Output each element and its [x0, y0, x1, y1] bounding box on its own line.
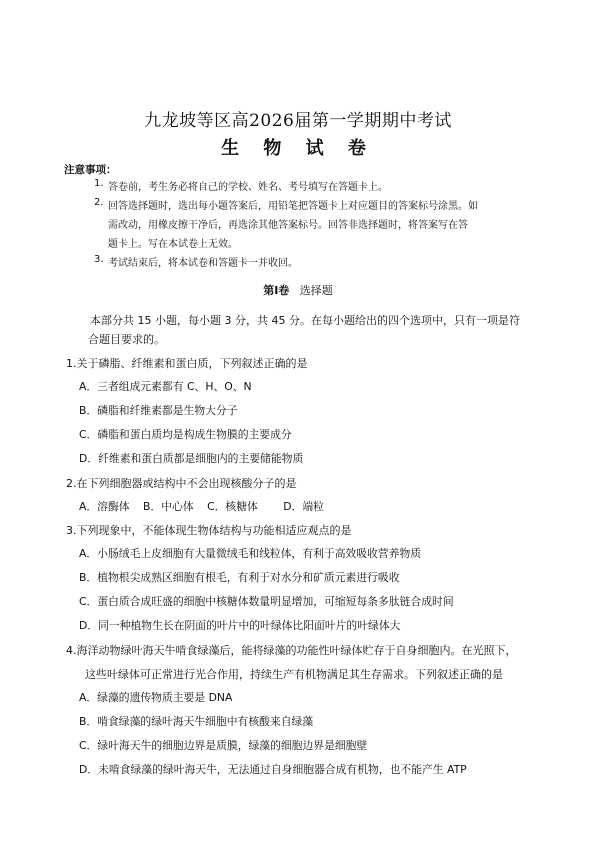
option-d: D．纤维素和蛋白质都是细胞内的主要储能物质 [79, 452, 304, 465]
option-d: D．同一种植物生长在阴面的叶片中的叶绿体比阳面叶片的叶绿体大 [79, 619, 401, 632]
option-c: C．核糖体 [207, 500, 258, 513]
section-heading [0, 282, 596, 298]
option-a: A．三者组成元素都有 C、H、O、N [79, 380, 252, 393]
notice-item-text: 需改动，用橡皮擦干净后，再选涂其他答案标号。回答非选择题时，将答案写在答 [108, 220, 468, 231]
section-name: 选择题 [299, 284, 333, 297]
option-b: B．啃食绿藻的绿叶海天牛细胞中有核酸来自绿藻 [79, 715, 314, 728]
section-intro [90, 311, 530, 349]
section-label: 第Ⅰ卷 [263, 284, 290, 297]
notice-item-text: 答卷前，考生务必将自己的学校、姓名、考号填写在答题卡上。 [108, 182, 388, 193]
notice-item-number: 2. [94, 197, 104, 208]
exam-title: 九龙坡等区高2026届第一学期期中考试 [144, 111, 452, 131]
option-d: D．未啃食绿藻的绿叶海天牛，无法通过自身细胞器合成有机物，也不能产生 ATP [79, 763, 467, 776]
question-stem: 3.下列现象中，不能体现生物体结构与功能相适应观点的是 [66, 524, 352, 537]
exam-subject: 生 物 试 卷 [221, 138, 375, 159]
notice-heading: 注意事项： [64, 164, 117, 176]
option-a: A．溶酶体 [79, 500, 130, 513]
question-stem: 1.关于磷脂、纤维素和蛋白质，下列叙述正确的是 [66, 357, 308, 370]
option-b: B．植物根尖成熟区细胞有根毛，有利于对水分和矿质元素进行吸收 [79, 571, 400, 584]
option-a: A．小肠绒毛上皮细胞有大量微绒毛和线粒体，有利于高效吸收营养物质 [79, 547, 422, 560]
option-b: B．中心体 [143, 500, 194, 513]
option-b: B．磷脂和纤维素都是生物大分子 [79, 404, 238, 417]
question-options-row [79, 499, 529, 514]
option-d: D．端粒 [283, 500, 324, 513]
option-a: A．绿藻的遗传物质主要是 DNA [79, 691, 233, 704]
question-stem: 4.海洋动物绿叶海天牛啃食绿藻后，能将绿藻的功能性叶绿体贮存于自身细胞内。在光照下， [66, 644, 517, 657]
option-c: C．磷脂和蛋白质均是构成生物膜的主要成分 [79, 428, 292, 441]
notice-item-text: 回答选择题时，选出每小题答案后，用铅笔把答题卡上对应题目的答案标号涂黑。如 [108, 201, 478, 212]
question-stem-continuation: 这些叶绿体可正常进行光合作用，持续生产有机物满足其生存需求。下列叙述正确的是 [85, 668, 503, 681]
option-c: C．蛋白质合成旺盛的细胞中核糖体数量明显增加，可缩短每条多肽链合成时间 [79, 595, 454, 608]
section-intro-line: 本部分共 15 小题，每小题 3 分，共 45 分。在每小题给出的四个选项中，只有一项是符 [90, 314, 520, 327]
notice-item-number: 3. [94, 254, 104, 265]
section-intro-line: 合题目要求的。 [88, 333, 165, 346]
notice-item-number: 1. [94, 178, 104, 189]
notice-item-text: 题卡上。写在本试卷上无效。 [108, 239, 238, 250]
notice-item-text: 考试结束后，将本试卷和答题卡一并收回。 [108, 258, 298, 269]
option-c: C．绿叶海天牛的细胞边界是质膜，绿藻的细胞边界是细胞壁 [79, 739, 368, 752]
question-stem: 2.在下列细胞器或结构中不会出现核酸分子的是 [66, 477, 297, 490]
